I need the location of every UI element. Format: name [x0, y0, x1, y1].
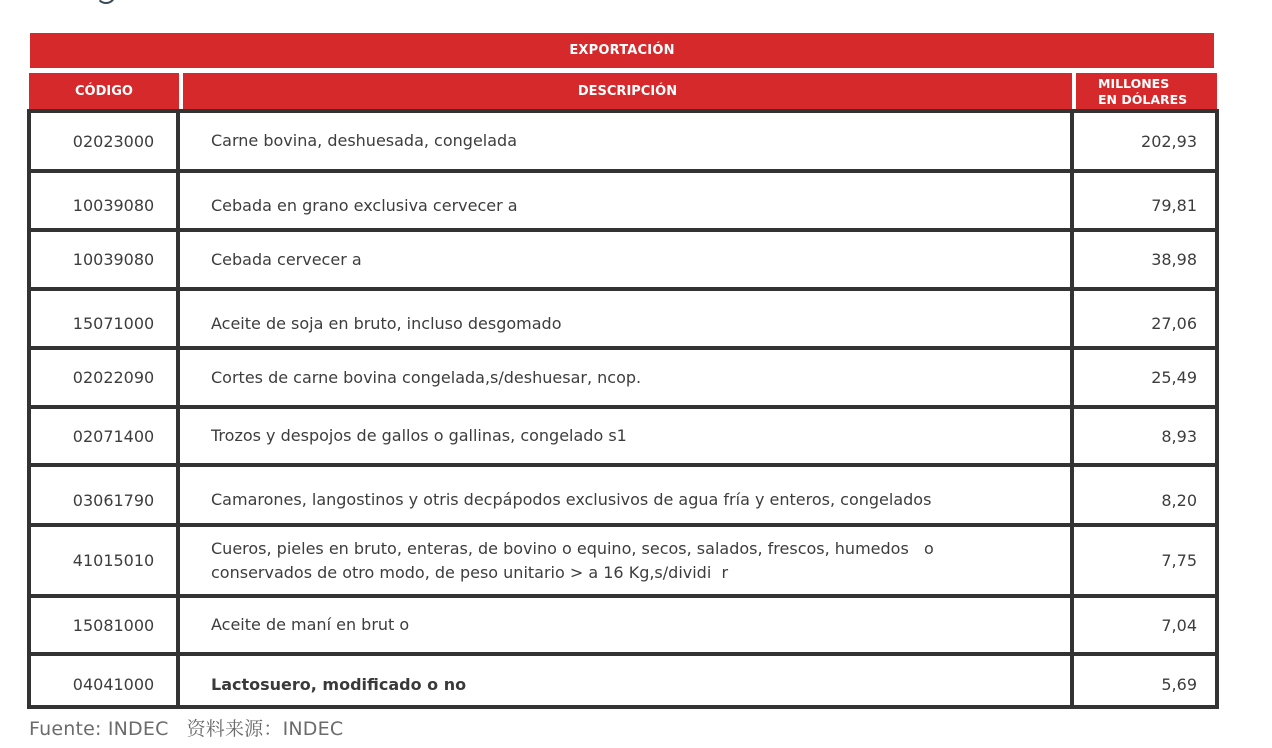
source-cn: 资料来源：INDEC	[186, 718, 344, 740]
column-header-description	[183, 73, 1072, 110]
code-cell: 04041000	[31, 656, 180, 705]
description-line: Cueros, pieles en bruto, enteras, de bovino o equino, secos, salados, frescos, humedos o	[211, 538, 934, 558]
table-row	[31, 409, 1215, 467]
code-cell: 15071000	[31, 291, 180, 346]
source-es: Fuente: INDEC	[29, 718, 169, 740]
code-cell: 10039080	[31, 173, 180, 228]
table-row	[31, 113, 1215, 173]
code-cell: 41015010	[31, 527, 180, 594]
code-cell: 10039080	[31, 232, 180, 287]
code-cell: 03061790	[31, 467, 180, 523]
description-cell	[180, 527, 1074, 594]
export-table	[27, 109, 1219, 709]
code-cell: 02071400	[31, 409, 180, 463]
description-cell: Cebada cervecer a	[180, 232, 1074, 287]
cropped-heading-glyph	[96, 0, 116, 4]
value-cell: 7,04	[1161, 615, 1197, 635]
description-line: conservados de otro modo, de peso unitario > a 16 Kg,s/dividi r	[211, 562, 729, 582]
code-cell: 15081000	[31, 598, 180, 652]
value-cell: 5,69	[1161, 675, 1197, 694]
value-cell: 25,49	[1151, 368, 1197, 387]
description-cell: Lactosuero, modificado o no	[180, 656, 1074, 705]
column-header-value	[1076, 73, 1217, 110]
description-cell: Aceite de maní en brut o	[180, 598, 1074, 652]
column-header-code-label: CÓDIGO	[75, 84, 133, 99]
value-cell: 27,06	[1151, 314, 1197, 333]
table-title	[30, 33, 1214, 68]
column-header-code	[29, 73, 179, 110]
description-cell: Carne bovina, deshuesada, congelada	[180, 113, 1074, 169]
description-cell: Cebada en grano exclusiva cervecer a	[180, 173, 1074, 228]
table-row	[31, 291, 1215, 350]
table-row	[31, 232, 1215, 291]
value-cell: 79,81	[1151, 196, 1197, 215]
description-cell: Camarones, langostinos y otris decpápodos exclusivos de agua fría y enteros, congelados	[180, 467, 1074, 523]
table-row	[31, 598, 1215, 656]
source-note	[29, 714, 343, 741]
table-title-text: EXPORTACIÓN	[569, 43, 675, 58]
description-cell: Trozos y despojos de gallos o gallinas, congelado s1	[180, 409, 1074, 463]
column-header-value-line2: EN DÓLARES	[1098, 91, 1188, 107]
value-cell: 8,93	[1161, 426, 1197, 446]
value-cell: 7,75	[1161, 551, 1197, 570]
description-cell: Cortes de carne bovina congelada,s/deshuesar, ncop.	[180, 350, 1074, 405]
table-row	[31, 173, 1215, 232]
column-header-value-line1: MILLONES	[1098, 75, 1170, 91]
value-cell: 38,98	[1151, 250, 1197, 269]
value-cell: 8,20	[1161, 490, 1197, 510]
description-cell: Aceite de soja en bruto, incluso desgomado	[180, 291, 1074, 346]
table-row	[31, 656, 1215, 705]
table-row	[31, 527, 1215, 598]
code-cell: 02023000	[31, 113, 180, 169]
table-row	[31, 350, 1215, 409]
table-row	[31, 467, 1215, 527]
column-header-description-label: DESCRIPCIÓN	[577, 84, 678, 99]
value-cell: 202,93	[1141, 131, 1197, 151]
code-cell: 02022090	[31, 350, 180, 405]
